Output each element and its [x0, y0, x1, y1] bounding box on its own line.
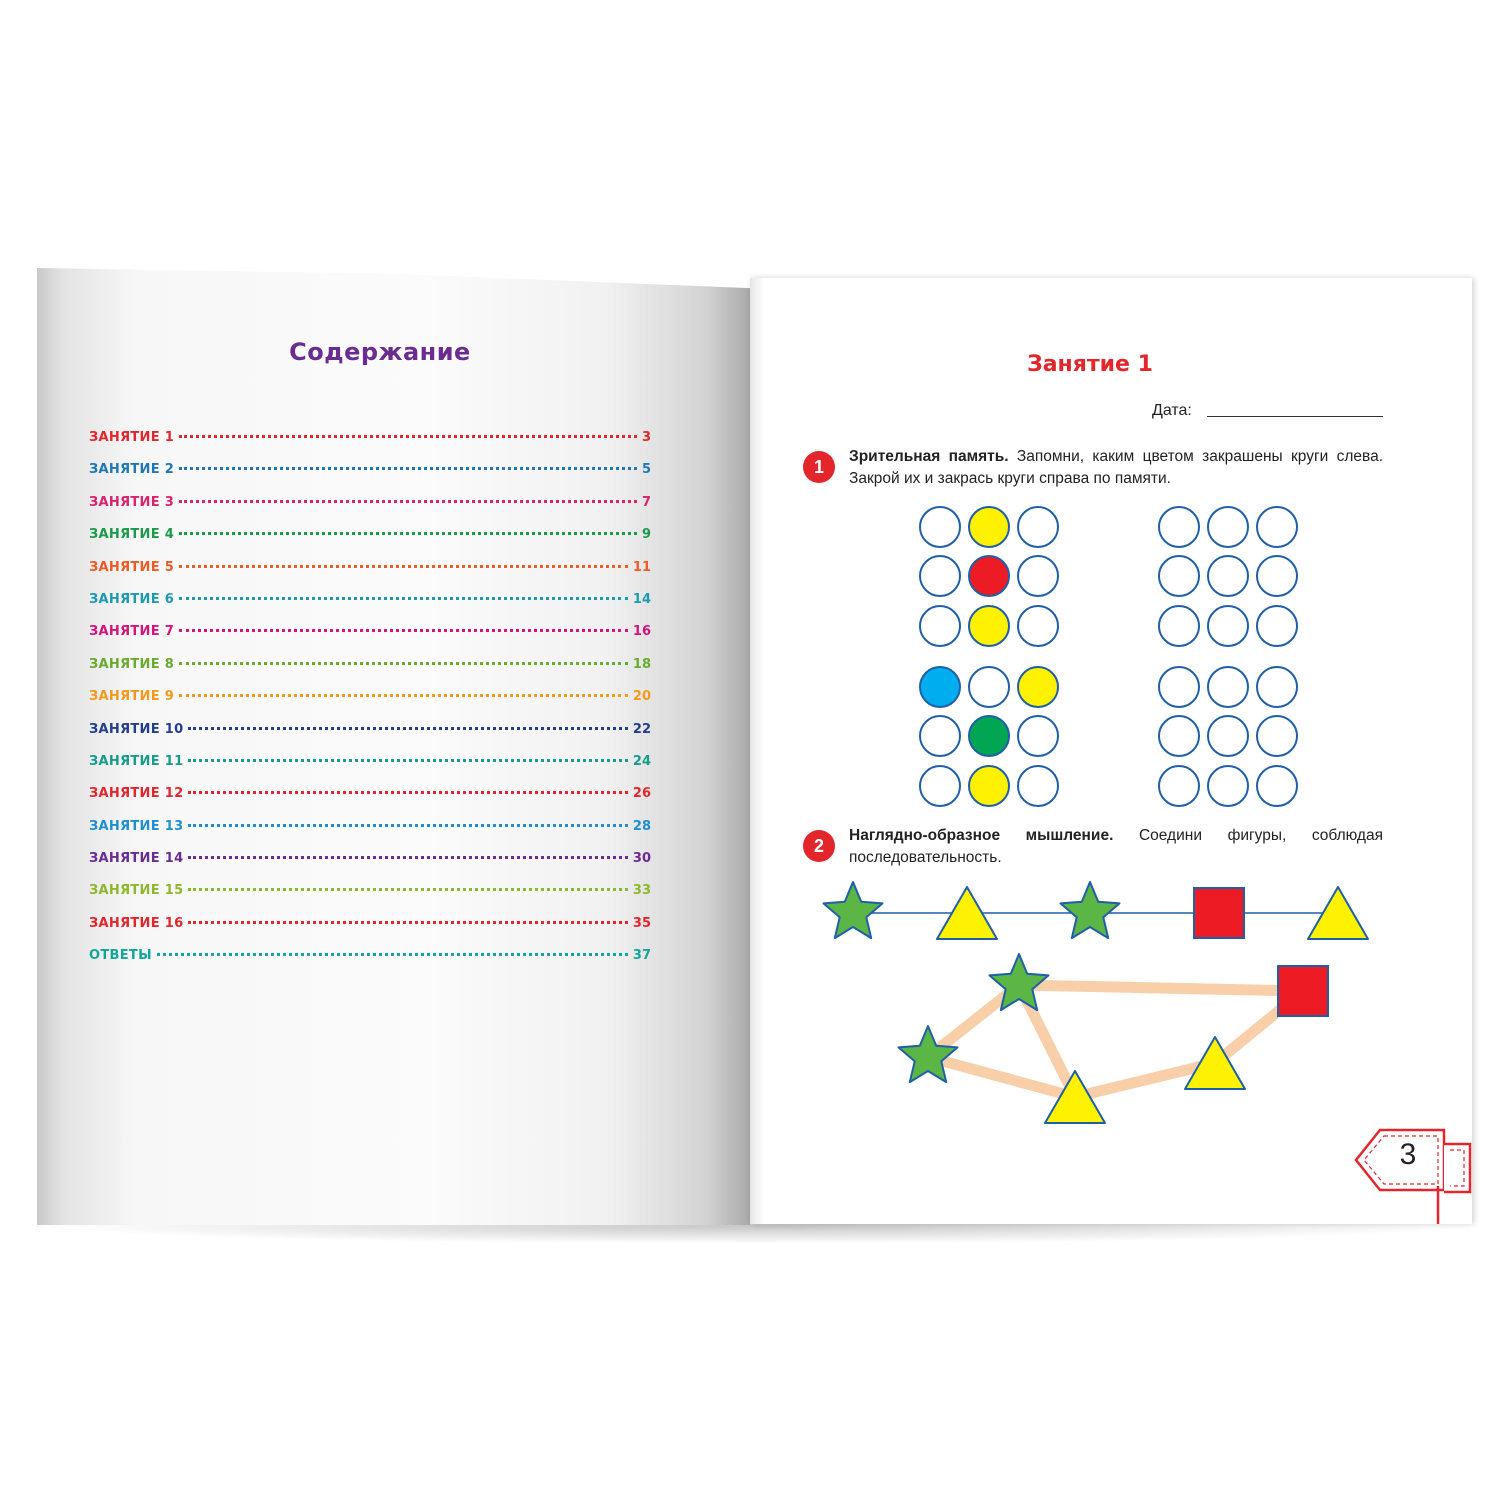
toc-item-page: 20	[632, 689, 651, 705]
toc-item-page: 14	[632, 591, 651, 607]
task-2-number: 2	[803, 830, 835, 862]
toc-item-label: ЗАНЯТИЕ 4	[89, 527, 175, 543]
toc-item-label: ЗАНЯТИЕ 11	[89, 753, 184, 769]
square-icon[interactable]	[1278, 966, 1328, 1016]
task-1-instruction: Запомни, каким цветом закрашены круги слева. Закрой их и закрась круги справа по памяти.	[849, 448, 1384, 487]
toc-item-label: ЗАНЯТИЕ 6	[89, 591, 175, 607]
toc-item-label: ЗАНЯТИЕ 1	[89, 430, 175, 445]
toc-item-page: 22	[632, 721, 651, 737]
task-1-number: 1	[803, 451, 835, 483]
toc-item-page: 28	[632, 818, 651, 834]
toc-item-page: 11	[632, 559, 651, 575]
lesson-title: Занятие 1	[1027, 352, 1153, 377]
toc-item-label: ЗАНЯТИЕ 2	[89, 462, 175, 478]
square-icon[interactable]	[1194, 888, 1244, 938]
toc-item-label: ЗАНЯТИЕ 12	[89, 786, 184, 802]
toc-item-label: ЗАНЯТИЕ 5	[89, 559, 175, 575]
toc-item-label: ЗАНЯТИЕ 10	[89, 721, 184, 737]
toc-item-page: 30	[632, 851, 651, 867]
toc-item-page: 5	[641, 462, 651, 478]
task-2-instruction: Соедини фигуры, соблюдая последовательность.	[849, 827, 1383, 866]
toc-item-label: ЗАНЯТИЕ 14	[89, 851, 184, 867]
date-label: Дата:	[1152, 402, 1192, 419]
toc-item-page: 18	[632, 656, 651, 672]
toc-item-label: ЗАНЯТИЕ 9	[89, 689, 175, 705]
toc-title: Содержание	[289, 338, 471, 366]
toc-item-page: 16	[632, 624, 651, 640]
star-icon[interactable]	[1061, 882, 1120, 938]
toc-item-page: 3	[641, 430, 651, 445]
toc-item-page: 26	[632, 786, 651, 802]
toc-item-label: ЗАНЯТИЕ 8	[89, 656, 175, 672]
star-icon[interactable]	[824, 882, 883, 938]
task-1-heading: Зрительная память.	[849, 448, 1009, 465]
toc-item-label: ЗАНЯТИЕ 7	[89, 624, 175, 640]
toc-item-page: 7	[641, 494, 651, 510]
toc-item-page: 33	[632, 883, 651, 899]
page-number: 3	[1399, 1138, 1417, 1171]
toc-item-page: 37	[632, 948, 651, 964]
toc-item-page: 24	[632, 753, 651, 769]
toc-item-page: 9	[641, 527, 651, 543]
toc-item-label: ЗАНЯТИЕ 15	[89, 883, 184, 899]
toc-item-label: ЗАНЯТИЕ 3	[89, 494, 175, 510]
toc-item-label: ОТВЕТЫ	[89, 948, 152, 964]
task-2-heading: Наглядно-образное мышление.	[849, 827, 1114, 844]
toc-item-label: ЗАНЯТИЕ 16	[89, 915, 184, 931]
toc-item-page: 35	[632, 915, 651, 931]
toc-item-label: ЗАНЯТИЕ 13	[89, 818, 184, 834]
connector-path[interactable]	[1019, 985, 1303, 991]
